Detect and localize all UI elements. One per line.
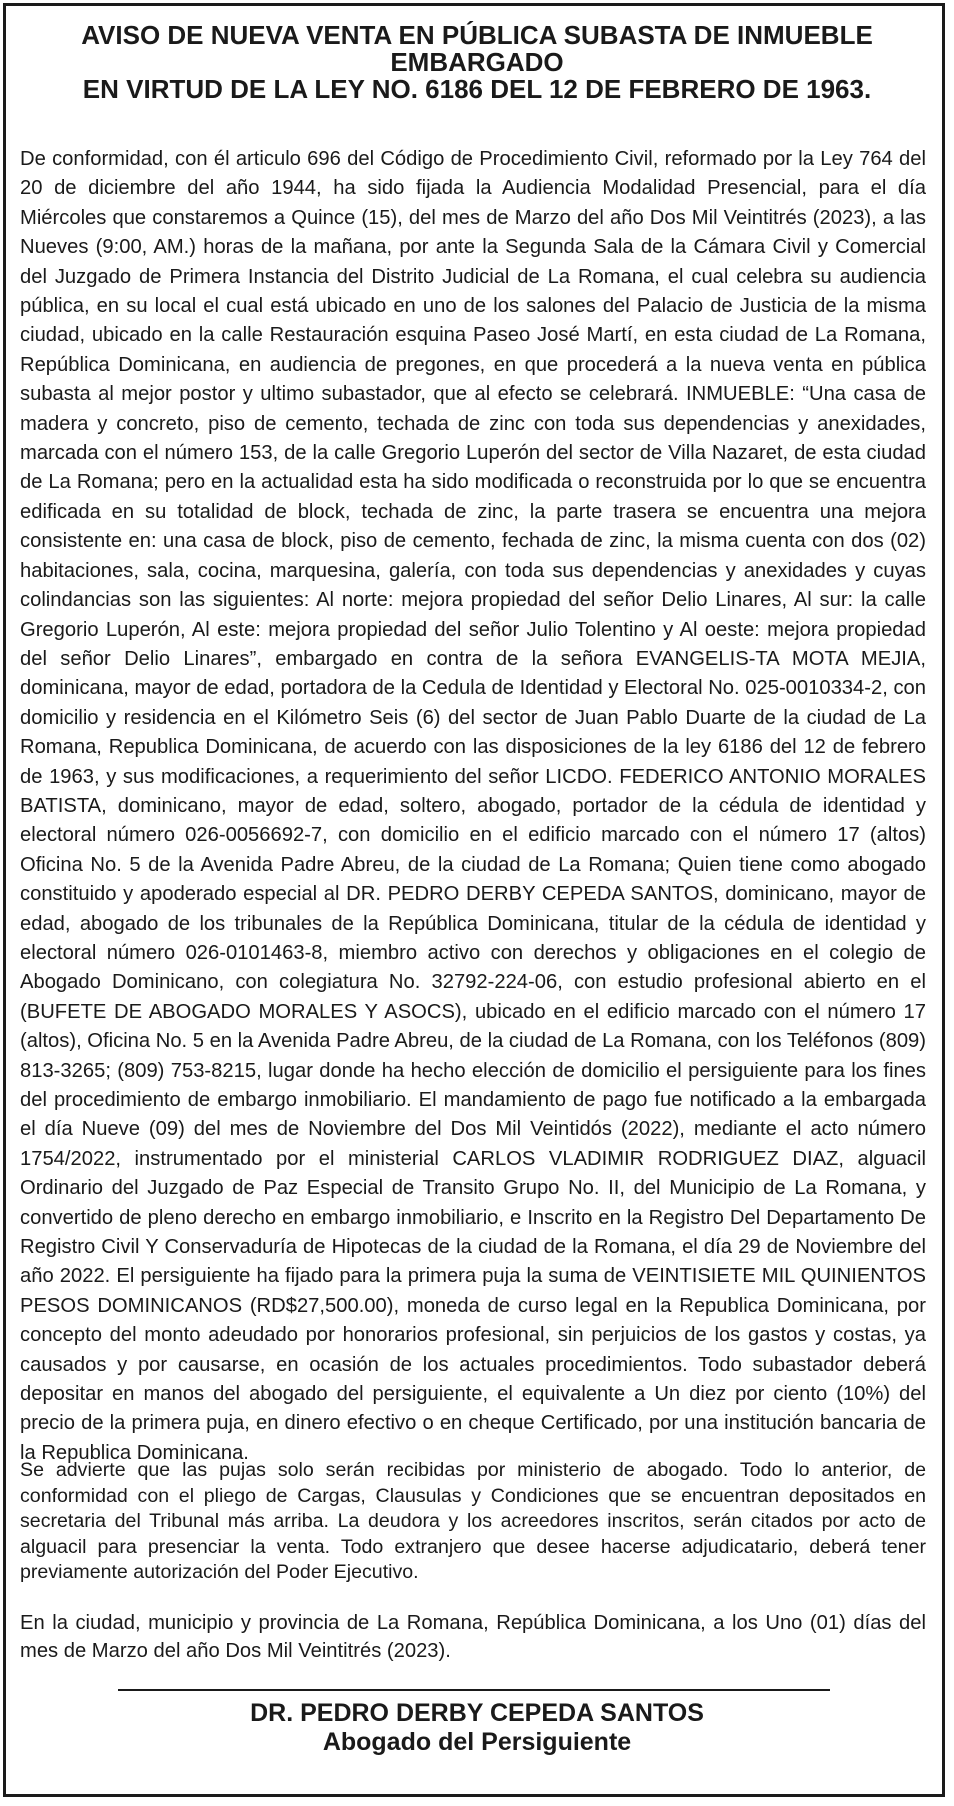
signature-name: DR. PEDRO DERBY CEPEDA SANTOS [250,1699,704,1727]
notice-title-line-1: AVISO DE NUEVA VENTA EN PÚBLICA SUBASTA DE INMUEBLE [81,20,873,50]
notice-title [20,22,934,103]
notice-date-paragraph: En la ciudad, municipio y provincia de La Romana, República Dominicana, a los Uno (01) días del mes de Marzo del año Dos Mil Veintitrés (2023). [20,1612,926,1662]
notice-body-paragraph: De conformidad, con él articulo 696 del Código de Procedimiento Civil, reformado por la Ley 764 del 20 de diciembre del año 1944, ha sido fijada la Audiencia Modalidad Presencial, para el día Miércoles que constaremos a Quince (15), del mes de Marzo del año Dos Mil Veintitrés (2023), a las Nueves (9:00, AM.) horas de la mañana, por ante la Segunda Sala de la Cámara Civil y Comercial del Juzgado de Primera Instancia del Distrito Judicial de La Romana, el cual celebra su audiencia pública, en su local el cual está ubicado en uno de los salones del Palacio de Justicia de la misma ciudad, ubicado en la calle Restauración esquina Paseo José Martí, en esta ciudad de La Romana, República Dominicana, en audiencia de pregones, en que procederá a la nueva venta en pública subasta al mejor postor y ultimo subastador, que al efecto se celebrará. INMUEBLE: “Una casa de madera y concreto, piso de cemento, techada de zinc con toda sus dependencias y anexidades, marcada con el número 153, de la calle Gregorio Luperón del sector de Villa Nazaret, de esta ciudad de La Romana; pero en la actualidad esta ha sido modificada o reconstruida por lo que se encuentra edificada en su totalidad de block, techada de zinc, la parte trasera se encuentra una mejora consistente en: una casa de block, piso de cemento, fechada de zinc, la misma cuenta con dos (02) habitaciones, sala, cocina, marquesina, galería, con toda sus dependencias y anexidades y cuyas colindancias son las siguientes: Al norte: mejora propiedad del señor Delio Linares, Al sur: la calle Gregorio Luperón, Al este: mejora propiedad del señor Julio Tolentino y Al oeste: mejora propiedad del señor Delio Linares”, embargado en contra de la señora EVANGELIS-TA MOTA MEJIA, dominicana, mayor de edad, portadora de la Cedula de Identidad y Electoral No. 025-0010334-2, con domicilio y residencia en el Kilómetro Seis (6) del sector de Juan Pablo Duarte de la ciudad de La Romana, Republica Dominicana, de acuerdo con las disposiciones de la ley 6186 del 12 de febrero de 1963, y sus modificaciones, a requerimiento del señor LICDO. FEDERICO ANTONIO MORALES BATISTA, dominicano, mayor de edad, soltero, abogado, portador de la cédula de identidad y electoral número 026-0056692-7, con domicilio en el edificio marcado con el número 17 (altos) Oficina No. 5 de la Avenida Padre Abreu, de la ciudad de La Romana; Quien tiene como abogado constituido y apoderado especial al DR. PEDRO DERBY CEPEDA SANTOS, dominicano, mayor de edad, abogado de los tribunales de la República Dominicana, titular de la cédula de identidad y electoral número 026-0101463-8, miembro activo con derechos y obligaciones en el colegio de Abogado Dominicano, con colegiatura No. 32792-224-06, con estudio profesional abierto en el (BUFETE DE ABOGADO MORALES Y ASOCS), ubicado en el edificio marcado con el número 17 (altos), Oficina No. 5 en la Avenida Padre Abreu, de la ciudad de La Romana, con los Teléfonos (809) 813-3265; (809) 753-8215, lugar donde ha hecho elección de domicilio el persiguiente para los fines del procedimiento de embargo inmobiliario. El mandamiento de pago fue notificado a la embargada el día Nueve (09) del mes de Noviembre del Dos Mil Veintidós (2022), mediante el acto número 1754/2022, instrumentado por el ministerial CARLOS VLADIMIR RODRIGUEZ DIAZ, alguacil Ordinario del Juzgado de Paz Especial de Transito Grupo No. II, del Municipio de La Romana, y convertido de pleno derecho en embargo inmobiliario, e Inscrito en la Registro Del Departamento De Registro Civil Y Conservaduría de Hipotecas de la ciudad de la Romana, el día 29 de Noviembre del año 2022. El persiguiente ha fijado para la primera puja la suma de VEINTISIETE MIL QUINIENTOS PESOS DOMINICANOS (RD$27,500.00), moneda de curso legal en la Republica Dominicana, por concepto del monto adeudado por honorarios profesional, sin perjuicios de los gastos y costas, ya causados y por causarse, en ocasión de los actuales procedimientos. Todo subastador deberá depositar en manos del abogado del persiguiente, el equivalente a Un diez por ciento (10%) del precio de la primera puja, en dinero efectivo o en cheque Certificado, por una institución bancaria de la Republica Dominicana. [20,148,927,1464]
notice-title-line-3: EN VIRTUD DE LA LEY NO. 6186 DEL 12 DE FEBRERO DE 1963. [82,74,872,104]
signature-block [20,1699,934,1757]
signature-role: Abogado del Persiguiente [322,1728,632,1756]
notice-warning-paragraph: Se advierte que las pujas solo serán recibidas por ministerio de abogado. Todo lo anterior, de conformidad con el pliego de Cargas, Clausulas y Condiciones que se encuentran depositados en secretaria del Tribunal más arriba. La deudora y los acreedores inscritos, serán citados por acto de alguacil para presenciar la venta. Todo extranjero que desee hacerse adjudicatario, deberá tener previamente autorización del Poder Ejecutivo. [20,1459,926,1583]
signature-line [118,1689,830,1691]
notice-title-line-2: EMBARGADO [390,47,564,77]
